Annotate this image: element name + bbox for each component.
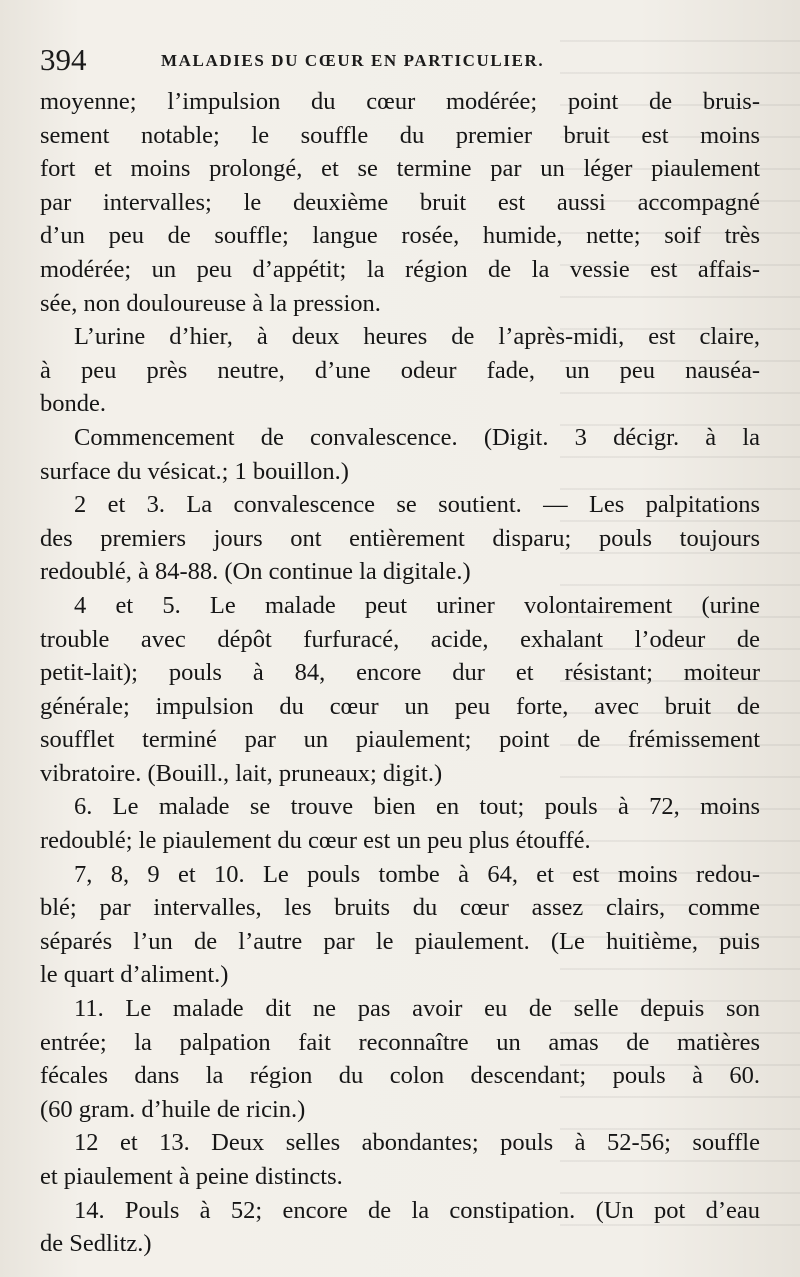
running-title: MALADIES DU CŒUR EN PARTICULIER. (161, 51, 545, 70)
running-header (40, 40, 760, 84)
text-line: trouble avec dépôt furfuracé, acide, exhalant l’odeur de (40, 625, 760, 653)
paragraph-first-line: 14. Pouls à 52; encore de la constipation. (Un pot d’eau (74, 1196, 760, 1224)
text-line: le quart d’aliment.) (40, 961, 229, 989)
text-line: moyenne; l’impulsion du cœur modérée; point de bruis- (40, 88, 760, 115)
paragraph-first-line: 2 et 3. La convalescence se soutient. — Les palpitations (74, 491, 760, 519)
text-line: séparés l’un de l’autre par le piaulement. (Le huitième, puis (40, 927, 760, 955)
text-line: soufflet terminé par un piaulement; point de frémissement (40, 726, 760, 754)
paragraph-first-line: 12 et 13. Deux selles abondantes; pouls à 52-56; souffle (74, 1129, 760, 1157)
text-line: sement notable; le souffle du premier bruit est moins (40, 121, 760, 149)
paragraph-first-line: 4 et 5. Le malade peut uriner volontairement (urine (74, 591, 760, 619)
paragraph-first-line: 7, 8, 9 et 10. Le pouls tombe à 64, et est moins redou- (74, 860, 760, 888)
text-line: blé; par intervalles, les bruits du cœur assez clairs, comme (40, 894, 760, 922)
paragraph-first-line: Commencement de convalescence. (Digit. 3 décigr. à la (74, 423, 760, 451)
text-line: modérée; un peu d’appétit; la région de la vessie est affais- (40, 255, 760, 283)
text-line: générale; impulsion du cœur un peu forte, avec bruit de (40, 692, 760, 720)
text-line: redoublé, à 84-88. (On continue la digitale.) (40, 558, 471, 586)
text-line: fécales dans la région du colon descendant; pouls à 60. (40, 1062, 760, 1090)
text-line: (60 gram. d’huile de ricin.) (40, 1095, 306, 1123)
text-line: et piaulement à peine distincts. (40, 1163, 343, 1190)
text-line: redoublé; le piaulement du cœur est un peu plus étouffé. (40, 827, 591, 855)
paragraph-first-line: 11. Le malade dit ne pas avoir eu de selle depuis son (74, 995, 760, 1023)
text-line: bonde. (40, 390, 106, 418)
text-line: entrée; la palpation fait reconnaître un amas de matières (40, 1028, 760, 1056)
paragraph-first-line: L’urine d’hier, à deux heures de l’après-midi, est claire, (74, 323, 760, 351)
text-line: de Sedlitz.) (40, 1230, 152, 1258)
body-text (40, 85, 760, 1261)
paragraph-first-line: 6. Le malade se trouve bien en tout; pouls à 72, moins (74, 793, 760, 821)
text-line: surface du vésicat.; 1 bouillon.) (40, 457, 349, 485)
text-line: petit-lait); pouls à 84, encore dur et résistant; moiteur (40, 659, 760, 687)
text-line: sée, non douloureuse à la pression. (40, 289, 381, 317)
text-line: vibratoire. (Bouill., lait, pruneaux; digit.) (40, 759, 443, 787)
text-line: à peu près neutre, d’une odeur fade, un peu nauséa- (40, 356, 760, 384)
text-line: fort et moins prolongé, et se termine par un léger piaulement (40, 155, 760, 183)
text-line: par intervalles; le deuxième bruit est aussi accompagné (40, 188, 760, 216)
page-number: 394 (40, 42, 87, 77)
text-line: d’un peu de souffle; langue rosée, humide, nette; soif très (40, 222, 760, 250)
text-line: des premiers jours ont entièrement disparu; pouls toujours (40, 524, 760, 552)
